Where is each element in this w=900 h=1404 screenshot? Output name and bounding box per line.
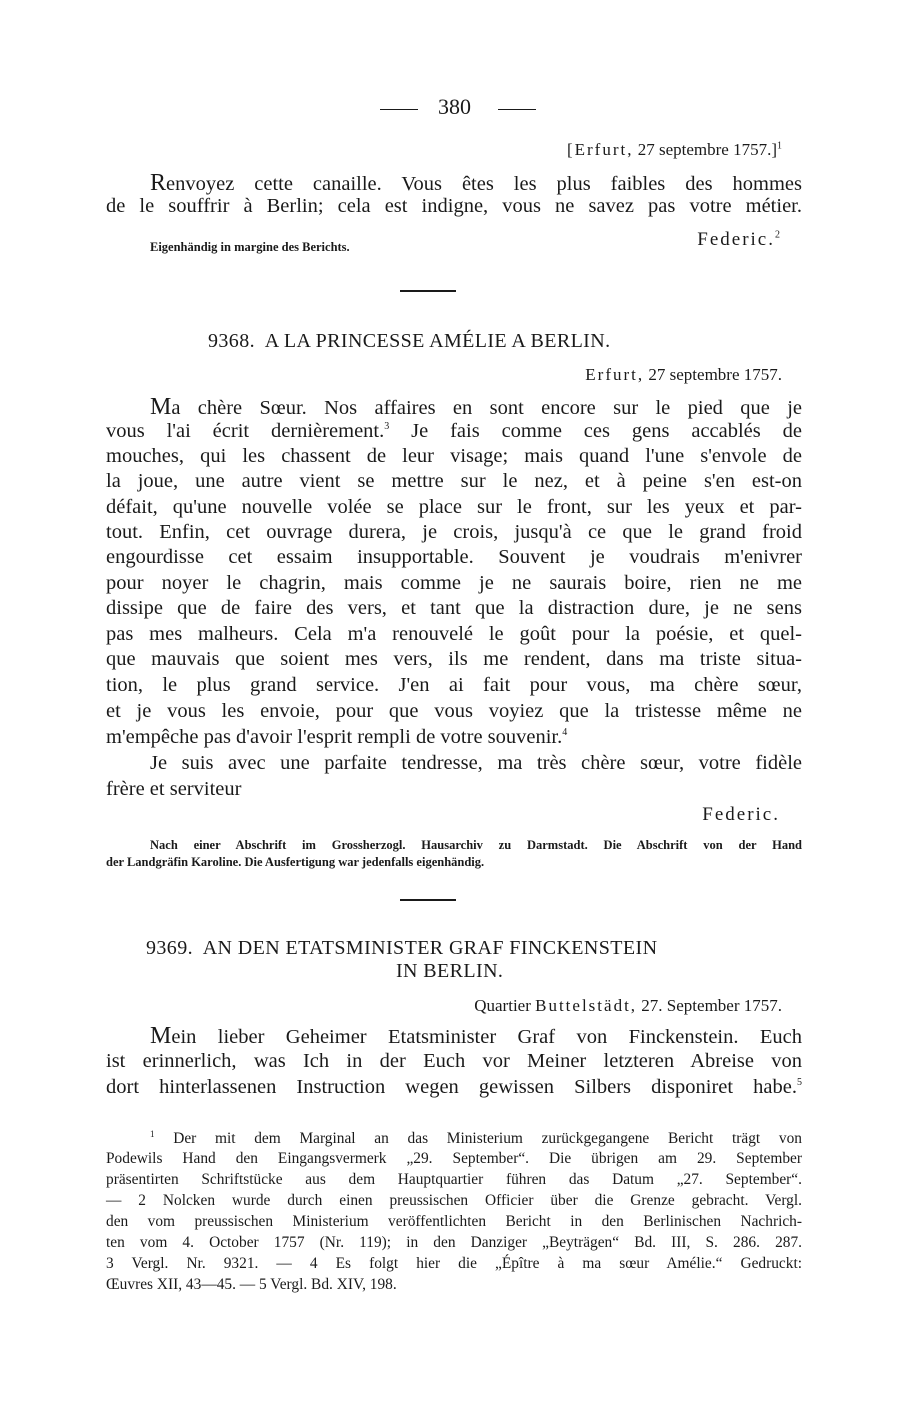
letter2-line-13: et je vous les envoie, pour que vous voyiez que la tristesse même ne (106, 700, 802, 722)
footnote-line-4: — 2 Nolcken wurde durch einen preussischen Officier über die Grenze gebracht. Vergl. (106, 1192, 802, 1209)
letter2-line-16: frère et serviteur (106, 778, 242, 800)
letter3-number: 9369 (146, 937, 188, 959)
letter2-dateline (585, 365, 782, 385)
letter1-body-line-2: de le souffrir à Berlin; cela est indigne, vous ne savez pas votre métier. (106, 195, 802, 217)
letter3-dateline-place: Buttelstädt, (535, 996, 638, 1015)
letter2-line-5: défait, qu'une nouvelle volée se place sur le front, sur les yeux et par- (106, 496, 802, 518)
letter2-line-10: pas mes malheurs. Cela m'a renouvelé le goût pour la poésie, et quel- (106, 623, 802, 645)
letter1-dateline-date: 27 septembre 1757.] (633, 140, 777, 159)
letter3-title-1: AN DEN ETATSMINISTER GRAF FINCKENSTEIN (202, 937, 658, 959)
footnote-line-3: präsentirten Schriftstücke aus dem Hauptquartier führen das Datum „27. September“. (106, 1171, 802, 1188)
letter2-source-line-1: Nach einer Abschrift im Grossherzogl. Hausarchiv zu Darmstadt. Die Abschrift von der Hand (150, 838, 802, 852)
letter2-line-15: Je suis avec une parfaite tendresse, ma très chère sœur, votre fidèle (150, 752, 802, 774)
letter3-line-2: ist erinnerlich, was Ich in der Euch vor Meiner letzteren Abreise von (106, 1050, 802, 1072)
letter3-line1-rest: ein lieber Geheimer Etatsminister Graf von Finckenstein. Euch (171, 1026, 802, 1048)
letter1-note: Eigenhändig in margine des Berichts. (150, 240, 350, 254)
letter1-body-line-1 (150, 170, 802, 197)
letter1-dateline-place: [Erfurt, (566, 140, 634, 159)
footnote-line1-text: Der mit dem Marginal an das Ministerium zurückgegangene Bericht trägt von (154, 1130, 802, 1148)
letter3-dropcap: M (150, 1023, 172, 1049)
letter3-dateline-prefix: Quartier (474, 996, 536, 1015)
letter2-line2b: Je fais comme ces gens accablés de (389, 420, 802, 442)
letter2-line-9: dissipe que de faire des vers, et tant que la distraction dure, je ne sens (106, 597, 802, 619)
letter3-line-3 (106, 1076, 802, 1099)
letter2-line-4: la joue, une autre vient se mettre sur le nez, et à peine s'en est-on (106, 470, 802, 492)
letter2-line-12: tion, le plus grand service. J'en ai fait pour vous, ma chère sœur, (106, 674, 802, 696)
letter2-line2a: vous l'ai écrit dernièrement. (106, 420, 385, 442)
letter3-heading: 9369. AN DEN ETATSMINISTER GRAF FINCKENSTEIN (146, 937, 658, 959)
letter1-signature-name: Federic. (697, 229, 775, 250)
letter1-dateline (567, 140, 782, 160)
footnote-line-7: 3 Vergl. Nr. 9321. — 4 Es folgt hier die „Épître à ma sœur Amélie.“ Gedruckt: (106, 1255, 802, 1272)
footnote-line-2: Podewils Hand den Eingangsvermerk „29. September“. Die übrigen am 29. September (106, 1150, 802, 1167)
letter1-line1-rest: envoyez cette canaille. Vous êtes les plus faibles des hommes (166, 173, 802, 195)
letter3-note5: 5 (797, 1077, 802, 1089)
letter2-line-7: engourdisse cet essaim insupportable. Souvent je voudrais m'enivrer (106, 546, 802, 568)
letter2-number: 9368 (208, 330, 250, 352)
letter2-line-11: que mauvais que soient mes vers, ils me rendent, dans ma triste situa- (106, 648, 802, 670)
letter2-line1-rest: a chère Sœur. Nos affaires en sont encore sur le pied que je (171, 397, 802, 419)
header-rule-left (380, 109, 418, 110)
letter2-dateline-place: Erfurt, (585, 365, 645, 384)
letter3-dateline (474, 996, 782, 1016)
letter3-dateline-date: 27. September 1757. (637, 996, 782, 1015)
letter2-line-1 (150, 394, 802, 421)
letter2-line-14 (106, 726, 567, 749)
letter2-line14-text: m'empêche pas d'avoir l'esprit rempli de votre souvenir. (106, 726, 563, 748)
letter2-dateline-date: 27 septembre 1757. (644, 365, 782, 384)
footnote-line-8: Œuvres XII, 43—45. — 5 Vergl. Bd. XIV, 198. (106, 1276, 397, 1293)
footnote-line-6: ten vom 4. October 1757 (Nr. 119); in den Danziger „Beyträgen“ Bd. III, S. 286. 287. (106, 1234, 802, 1251)
letter2-line-3: mouches, qui les chassent de leur visage; mais quand l'une s'envole de (106, 445, 802, 467)
letter2-note3: 3 (384, 421, 390, 433)
letter2-signature: Federic. (702, 804, 780, 825)
letter3-title-2: IN BERLIN. (396, 960, 504, 982)
header-rule-right (498, 109, 536, 110)
separator-rule-1 (400, 290, 456, 292)
letter1-dateline-note: 1 (777, 140, 782, 152)
letter2-line-8: pour noyer le chagrin, mais comme je ne saurais boire, rien ne me (106, 572, 802, 594)
separator-rule-2 (400, 899, 456, 901)
letter3-line3-text: dort hinterlassenen Instruction wegen gewissen Silbers disponiret habe. (106, 1076, 797, 1098)
footnote-line-5: den vom preussischen Ministerium veröffentlichten Bericht in den Berlinischen Nachrich- (106, 1213, 802, 1230)
footnote-1-marker: 1 (150, 1129, 155, 1139)
page-number: 380 (438, 94, 471, 119)
letter3-line-1 (150, 1023, 802, 1050)
letter2-line-6: tout. Enfin, cet ouvrage durera, je crois, jusqu'à ce que le grand froid (106, 521, 802, 543)
letter2-source-line-2: der Landgräfin Karoline. Die Ausfertigung war jedenfalls eigenhändig. (106, 855, 485, 869)
letter2-line-2 (106, 420, 802, 443)
letter2-heading: 9368. A LA PRINCESSE AMÉLIE A BERLIN. (208, 330, 611, 352)
letter1-signature-note: 2 (775, 229, 780, 241)
letter2-title: A LA PRINCESSE AMÉLIE A BERLIN. (264, 330, 611, 352)
letter2-dropcap: M (150, 394, 172, 420)
footnote-line-1 (150, 1129, 802, 1148)
letter1-signature (697, 229, 780, 251)
letter2-note4: 4 (562, 727, 568, 739)
letter1-dropcap: R (150, 170, 167, 196)
